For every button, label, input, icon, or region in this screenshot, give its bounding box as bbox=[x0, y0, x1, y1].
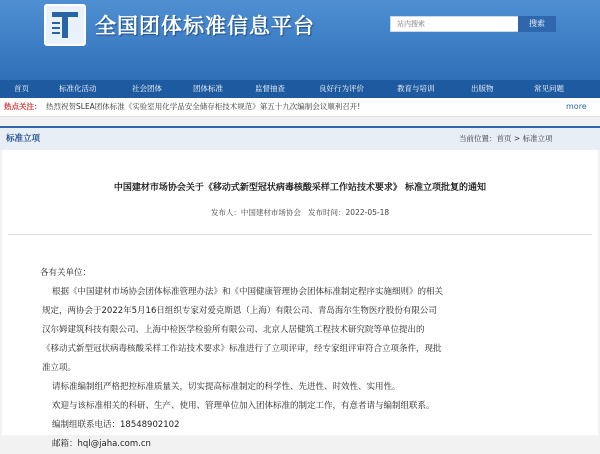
section-title: 标准立项 bbox=[6, 134, 41, 144]
nav-item-group-standards[interactable]: 团体标准 bbox=[193, 84, 223, 93]
search-input[interactable] bbox=[390, 16, 524, 32]
nav-item-faq[interactable]: 常见问题 bbox=[534, 84, 564, 93]
nav-item-training[interactable]: 教育与培训 bbox=[397, 84, 435, 93]
nav-item-social-groups[interactable]: 社会团体 bbox=[132, 84, 162, 93]
main-nav bbox=[0, 80, 600, 98]
contact-email[interactable]: 邮箱：hql@jaha.com.cn bbox=[52, 439, 151, 449]
more-link[interactable]: more bbox=[566, 102, 587, 111]
logo-t-stem bbox=[62, 17, 68, 38]
article-time: 发布时间：2022-05-18 bbox=[308, 208, 390, 217]
breadcrumb-home[interactable]: 首页 bbox=[496, 134, 512, 143]
article-publisher: 发布人：中国建材市场协会 bbox=[210, 208, 301, 217]
article-meta bbox=[2, 207, 598, 218]
body-line: 规定，两协会于2022年5月16日组织专家对爱克斯恩（上海）有限公司、青岛海尔生物医疗股份有限公司 bbox=[42, 306, 437, 316]
section-header bbox=[0, 126, 600, 150]
salutation: 各有关单位： bbox=[40, 268, 92, 278]
logo-line bbox=[52, 27, 60, 29]
logo-line bbox=[52, 22, 60, 24]
body-paragraph: 请标准编制组严格把控标准质量关，切实提高标准制定的科学性、先进性、时效性、实用性。 bbox=[52, 382, 401, 392]
breadcrumb-prefix: 当前位置： bbox=[459, 134, 497, 143]
hot-topics-label: 热点关注： bbox=[4, 102, 42, 111]
body-line: 根据《中国建材市场协会团体标准管理办法》和《中国健康管理协会团体标准制定程序实施细则》的相关 bbox=[52, 287, 444, 297]
hot-topic-link[interactable]: 热烈祝贺SLEA团体标准《实验室用化学品安全储存柜技术规范》第五十九次编制会议顺利召开! bbox=[46, 102, 361, 111]
nav-item-standardization[interactable]: 标准化活动 bbox=[59, 84, 97, 93]
platform-logo[interactable] bbox=[44, 4, 86, 46]
breadcrumb bbox=[459, 128, 553, 150]
hot-topics-bar bbox=[0, 98, 600, 117]
breadcrumb-separator: > bbox=[511, 134, 523, 143]
article-title: 中国建材市场协会关于《移动式新型冠状病毒核酸采样工作站技术要求》 标准立项批复的通知 bbox=[113, 183, 487, 193]
body-line: 准立项。 bbox=[42, 363, 77, 373]
search-button[interactable]: 搜索 bbox=[518, 16, 556, 32]
nav-item-home[interactable]: 首页 bbox=[14, 84, 29, 93]
nav-item-good-conduct[interactable]: 良好行为评价 bbox=[319, 84, 364, 93]
body-line: 《移动式新型冠状病毒核酸采样工作站技术要求》标准进行了立项评审，经专家组评审符合立项条件，现批 bbox=[42, 344, 442, 354]
breadcrumb-current[interactable]: 标准立项 bbox=[522, 134, 553, 143]
site-title: 全国团体标准信息平台 bbox=[95, 14, 315, 38]
nav-item-publications[interactable]: 出版物 bbox=[471, 84, 494, 93]
divider bbox=[8, 234, 592, 235]
article-panel bbox=[2, 150, 598, 449]
contact-phone: 编制组联系电话：18548902102 bbox=[52, 420, 180, 430]
body-paragraph: 欢迎与该标准相关的科研、生产、使用、管理单位加入团体标准的制定工作，有意者请与编制组联系。 bbox=[52, 401, 435, 411]
article-body bbox=[42, 264, 562, 454]
site-header bbox=[0, 0, 600, 80]
logo-line bbox=[52, 32, 60, 34]
nav-item-inspection[interactable]: 监督抽查 bbox=[255, 84, 285, 93]
body-line: 汉尔姆建筑科技有限公司、上海中检医学检验所有限公司、北京人居健筑工程技术研究院等单位提出的 bbox=[42, 325, 425, 335]
